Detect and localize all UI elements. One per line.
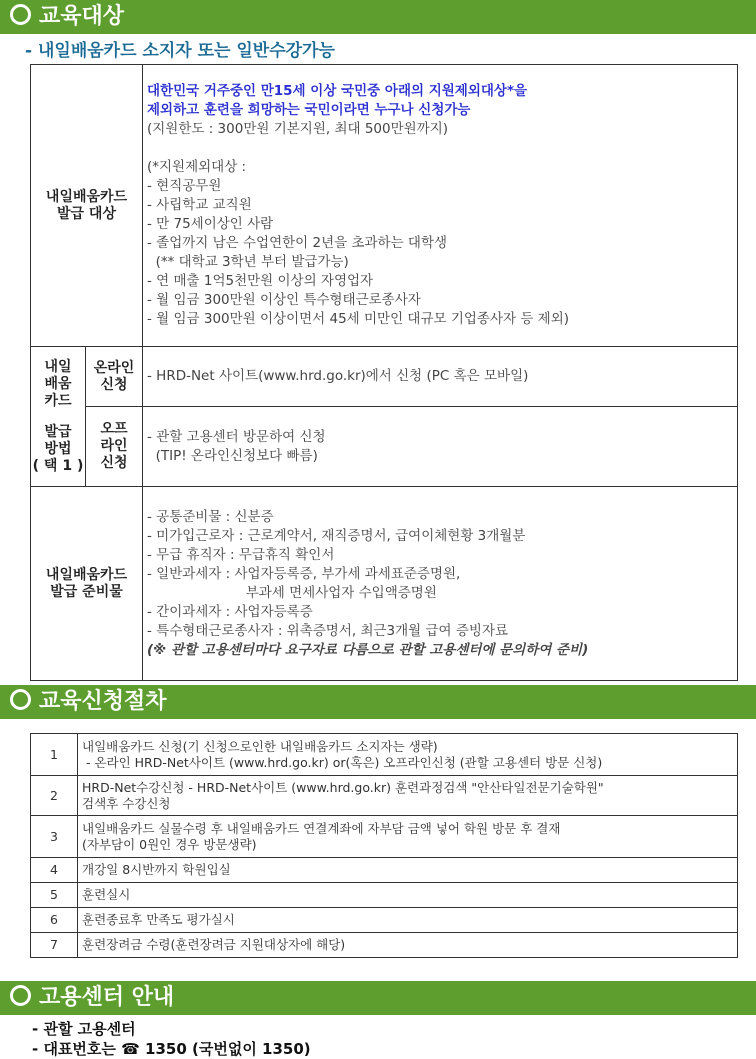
table-row: 5 훈련실시 [31,883,738,908]
table-row: 4 개강일 8시반까지 학원입실 [31,858,738,883]
section-title: 교육대상 [39,4,125,29]
prep-content: - 공통준비물 : 신분증 - 미가입근로자 : 근로계약서, 재직증명서, 급여이체현황 3개월분 - 무급 휴직자 : 무급휴직 확인서 - 일반과세자 : 사업자등록증, 부가세 과세표준증명원, 부과세 면세사업자 수입액증명원 - 간이과세자 : 사업자등록증 - 특수형태근로종사자 : 위촉증명서, 최근3개월 급여 증빙자료 (※ 관할 고용센터마다 요구자료 다름으로 관할 고용센터에 문의하여 준비) [143,487,738,681]
procedure-table [30,733,738,958]
center-line-2: - 대표번호는 ☎ 1350 (국번없이 1350) [32,1040,311,1058]
section-title: 교육신청절차 [39,689,167,714]
eligibility-table [30,64,738,681]
center-line-1: - 관할 고용센터 [32,1020,136,1038]
online-label: 온라인 신청 [86,347,143,407]
offline-content: - 관할 고용센터 방문하여 신청 (TIP! 온라인신청보다 빠름) [143,407,738,487]
prep-label: 내일배움카드 발급 준비물 [31,487,143,681]
section-header-procedure [0,685,756,719]
table-row: 6 훈련종료후 만족도 평가실시 [31,908,738,933]
section-header-education-target [0,0,756,34]
section-header-employment-center [0,981,756,1015]
circle-icon [10,4,31,25]
table-row: 1 내일배움카드 신청(기 신청으로인한 내일배움카드 소지자는 생략) - 온라인 HRD-Net사이트 (www.hrd.go.kr) or(혹은) 오프라인신청 (관할 고용센터 방문 신청) [31,734,738,776]
online-content: - HRD-Net 사이트(www.hrd.go.kr)에서 신청 (PC 혹은 모바일) [143,347,738,407]
offline-label: 오프 라인 신청 [86,407,143,487]
section-title: 고용센터 안내 [39,985,175,1010]
issue-target-label: 내일배움카드 발급 대상 [31,65,143,347]
prep-note: (※ 관할 고용센터마다 요구자료 다름으로 관할 고용센터에 문의하여 준비) [147,641,589,658]
table-row: 7 훈련장려금 수령(훈련장려금 지원대상자에 해당) [31,933,738,958]
table-row: 3 내일배움카드 실물수령 후 내일배움카드 연결계좌에 자부담 금액 넣어 학원 방문 후 결재 (자부담이 0원인 경우 방문생략) [31,816,738,858]
issue-method-label: 내일 배움 카드 발급 방법 ( 택 1 ) [31,347,86,487]
issue-target-content: 대한민국 거주중인 만15세 이상 국민중 아래의 지원제외대상*을 제외하고 훈련을 희망하는 국민이라면 누구나 신청가능 (지원한도 : 300만원 기본지원, 최대 500만원까지) (*지원제외대상 : - 현직공무원 - 사립학교 교직원 - 만 75세이상인 사람 - 졸업까지 남은 수업연한이 2년을 초과하는 대학생 (** 대학교 3학년 부터 발급가능) - 연 매출 1억5천만원 이상의 자영업자 - 월 임금 300만원 이상인 특수형태근로종사자 - 월 임금 300만원 이상이면서 45세 미만인 대규모 기업종사자 등 제외) [143,65,738,347]
circle-icon [10,689,31,710]
section-subtitle: - 내일배움카드 소지자 또는 일반수강가능 [25,41,335,61]
table-row: 2 HRD-Net수강신청 - HRD-Net사이트 (www.hrd.go.kr) 훈련과정검색 "안산타일전문기술학원" 검색후 수강신청 [31,776,738,816]
circle-icon [10,985,31,1006]
